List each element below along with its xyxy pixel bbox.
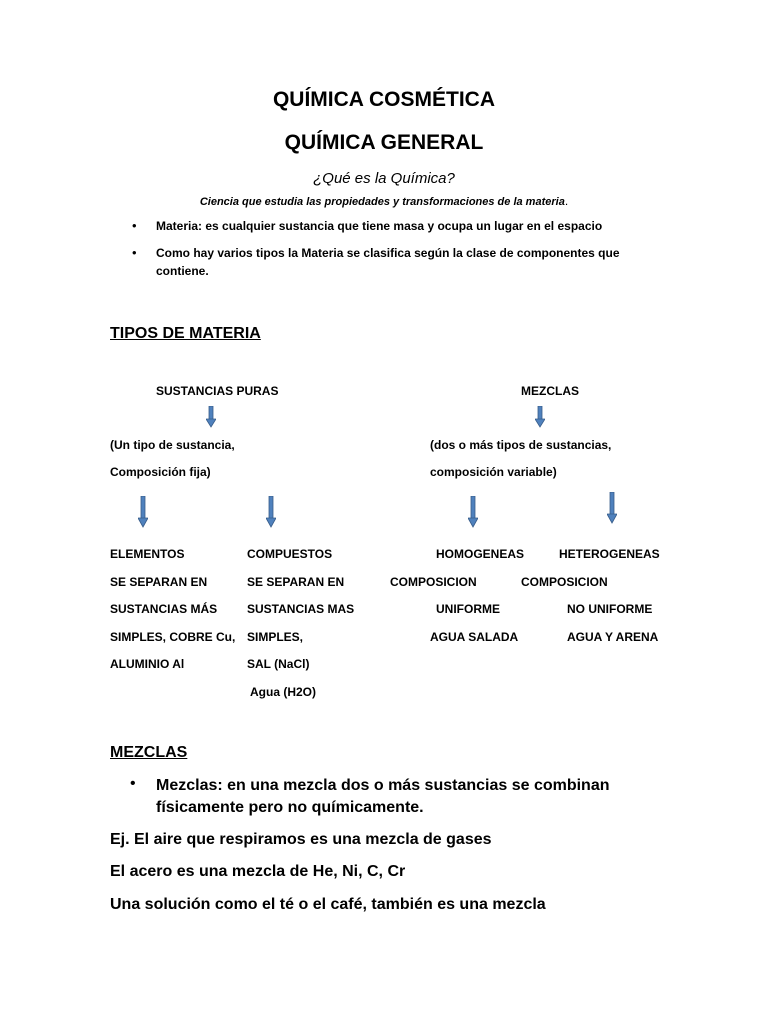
- mezclas-example: Ej. El aire que respiramos es una mezcla de gases: [110, 831, 492, 848]
- bullet-dot: •: [130, 775, 136, 792]
- mezclas-heading: MEZCLAS: [110, 744, 188, 761]
- elementos-line: SIMPLES, COBRE Cu,: [110, 630, 236, 644]
- mezclas-desc1: (dos o más tipos de sustancias,: [430, 438, 612, 452]
- heterogeneas-line: COMPOSICION: [521, 575, 608, 589]
- mezclas-label: MEZCLAS: [521, 384, 579, 398]
- sustancias-puras-desc1: (Un tipo de sustancia,: [110, 438, 235, 452]
- heterogeneas-line: HETEROGENEAS: [559, 547, 660, 561]
- definition-text: [0, 192, 768, 210]
- intro-bullet-clasificacion: Como hay varios tipos la Materia se clasifica según la clase de componentes que: [156, 246, 620, 260]
- arrow-down-icon: [607, 492, 617, 524]
- question-heading: ¿Qué es la Química?: [313, 170, 455, 187]
- mezclas-example: El acero es una mezcla de He, Ni, C, Cr: [110, 863, 406, 880]
- mezclas-bullet-line1: Mezclas: en una mezcla dos o más sustancias se combinan: [156, 777, 610, 794]
- mezclas-bullet-line2: físicamente pero no químicamente.: [156, 799, 424, 816]
- heterogeneas-line: NO UNIFORME: [567, 602, 653, 616]
- arrow-down-icon: [266, 496, 276, 528]
- elementos-line: SE SEPARAN EN: [110, 575, 208, 589]
- heterogeneas-line: AGUA Y ARENA: [567, 630, 659, 644]
- definition-period: .: [564, 194, 569, 208]
- mezclas-desc2: composición variable): [430, 465, 557, 479]
- bullet-dot: •: [132, 218, 137, 233]
- elementos-line: ALUMINIO Al: [110, 657, 185, 671]
- homogeneas-line: HOMOGENEAS: [436, 547, 525, 561]
- compuestos-line: SIMPLES,: [247, 630, 304, 644]
- elementos-line: SUSTANCIAS MÁS: [110, 602, 218, 616]
- mezclas-example: Una solución como el té o el café, también es una mezcla: [110, 896, 546, 913]
- title-quimica-cosmetica: QUÍMICA COSMÉTICA: [272, 88, 496, 111]
- compuestos-line: SAL (NaCl): [247, 657, 310, 671]
- arrow-down-icon: [535, 406, 545, 428]
- homogeneas-line: UNIFORME: [436, 602, 500, 616]
- homogeneas-line: AGUA SALADA: [430, 630, 519, 644]
- compuestos-line: COMPUESTOS: [247, 547, 333, 561]
- homogeneas-line: COMPOSICION: [390, 575, 477, 589]
- definition-main: Ciencia que estudia las propiedades y transformaciones de la materia: [199, 196, 565, 208]
- title-quimica-general: QUÍMICA GENERAL: [284, 131, 484, 154]
- bullet-dot: •: [132, 245, 137, 260]
- intro-bullet-materia: Materia: es cualquier sustancia que tiene masa y ocupa un lugar en el espacio: [156, 219, 603, 233]
- elementos-line: ELEMENTOS: [110, 547, 185, 561]
- intro-bullet-clasificacion-cont: contiene.: [156, 264, 209, 278]
- sustancias-puras-desc2: Composición fija): [110, 465, 211, 479]
- arrow-down-icon: [468, 496, 478, 528]
- compuestos-line: Agua (H2O): [250, 685, 316, 699]
- sustancias-puras-label: SUSTANCIAS PURAS: [156, 384, 279, 398]
- compuestos-line: SE SEPARAN EN: [247, 575, 345, 589]
- tipos-heading: TIPOS DE MATERIA: [110, 325, 261, 342]
- arrow-down-icon: [138, 496, 148, 528]
- compuestos-line: SUSTANCIAS MAS: [247, 602, 355, 616]
- arrow-down-icon: [206, 406, 216, 428]
